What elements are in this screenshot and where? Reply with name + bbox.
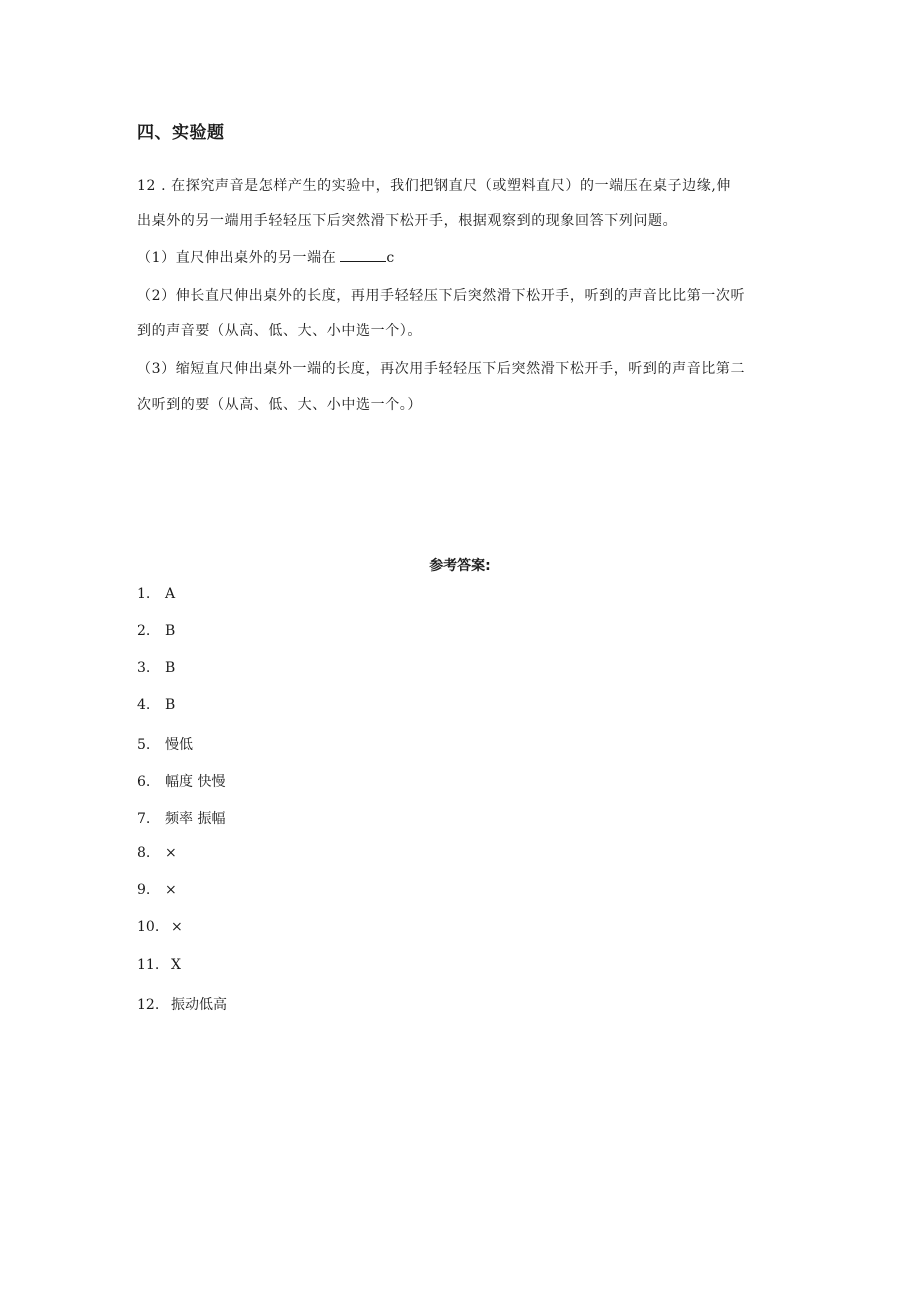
answer-number: 12.	[137, 997, 160, 1013]
answer-number: 7.	[137, 811, 151, 827]
answer-item	[137, 882, 177, 898]
answers-title: 参考答案:	[429, 558, 491, 574]
answer-number: 10.	[137, 919, 160, 935]
question-part-1-text: （1）直尺伸出桌外的另一端在	[137, 250, 337, 266]
answer-text: 慢低	[165, 737, 193, 753]
answer-text: B	[165, 697, 176, 713]
answer-item	[137, 808, 225, 828]
answer-number: 1.	[137, 586, 151, 602]
answer-item	[137, 660, 175, 676]
answer-item	[137, 771, 225, 791]
answer-number: 9.	[137, 882, 151, 898]
answer-item	[137, 994, 227, 1014]
answer-item	[137, 586, 175, 602]
answer-number: 3.	[137, 660, 151, 676]
question-part-1	[137, 247, 395, 267]
question-part-1-suffix: c	[386, 250, 395, 266]
answer-text: ×	[165, 882, 177, 898]
section-heading: 四、实验题	[137, 123, 225, 143]
answer-item	[137, 697, 175, 713]
answer-item	[137, 957, 181, 973]
question-part-3-line-1: （3）缩短直尺伸出桌外一端的长度，再次用手轻轻压下后突然滑下松开手，听到的声音比第二	[137, 361, 746, 377]
answer-text: A	[165, 586, 176, 602]
answer-text: B	[165, 660, 176, 676]
answer-text: B	[165, 623, 176, 639]
answer-text: 幅度 快慢	[165, 774, 226, 790]
answer-number: 11.	[137, 957, 160, 973]
question-part-2-line-2: 到的声音要（从高、低、大、小中选一个）。	[137, 323, 422, 339]
answer-text: 振动低高	[171, 997, 227, 1013]
answer-number: 5.	[137, 737, 151, 753]
answer-item	[137, 919, 183, 935]
answer-text: ×	[165, 845, 177, 861]
answer-blank	[340, 249, 386, 262]
answer-item	[137, 623, 175, 639]
answer-number: 8.	[137, 845, 151, 861]
question-stem-line-1: 12 . 在探究声音是怎样产生的实验中，我们把钢直尺（或塑料直尺）的一端压在桌子边缘,伸	[137, 178, 732, 194]
answer-text: 频率 振幅	[165, 811, 226, 827]
answer-number: 2.	[137, 623, 151, 639]
answer-item	[137, 845, 177, 861]
question-part-2-line-1: （2）伸长直尺伸出桌外的长度，再用手轻轻压下后突然滑下松开手，听到的声音比比第一次听	[137, 288, 746, 304]
answer-number: 6.	[137, 774, 151, 790]
answer-text: ×	[171, 919, 183, 935]
answer-number: 4.	[137, 697, 151, 713]
answer-item	[137, 734, 193, 754]
question-part-3-line-2: 次听到的要（从高、低、大、小中选一个。）	[137, 397, 422, 413]
question-stem-line-2: 出桌外的另一端用手轻轻压下后突然滑下松开手，根据观察到的现象回答下列问题。	[137, 213, 678, 229]
answer-text: X	[171, 957, 181, 973]
